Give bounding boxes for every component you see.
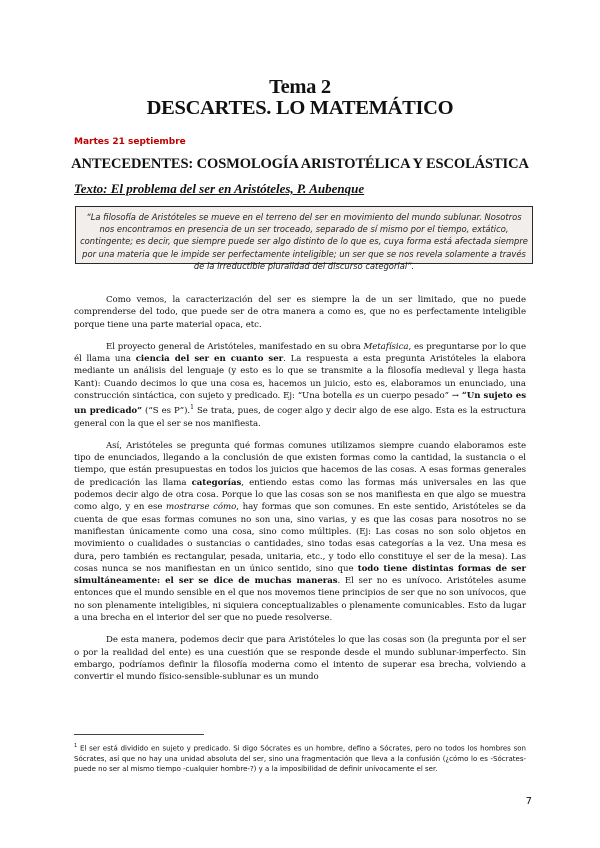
p2-text-d: un cuerpo pesado” → (364, 391, 462, 402)
p3-italic-mostrarse: mostrarse cómo (165, 502, 237, 513)
paragraph-4: De esta manera, podemos decir que para Aristóteles lo que las cosas son (la pregunta por el ser o por la realidad del ente) es una cuestión que se responde desde el mundo sublunar-imperfecto. Sin embargo, podríamos definir la filosofía moderna como el intento de superar esa brecha, volviendo a convertir el mundo físico-sensible-sublunar es un mundo (74, 635, 526, 683)
p2-text-f: Se trata, pues, de coger algo y decir algo de ese algo. Esta es la estructura general con la que el ser se nos manifiesta. (74, 406, 526, 429)
p2-text-b: , es preguntarse por lo que él llama una (74, 341, 526, 365)
page-number: 7 (525, 796, 532, 807)
footnote-text: El ser está dividido en sujeto y predicado. Si digo Sócrates es un hombre, defino a Sócrates, pero no todos los hombres son Sócrates, así que no hay una unidad absoluta del ser, sino una fragmentación que lleva a la confusión (¿cómo lo es -Sócrates- puede no ser al mismo tiempo -cualquier hombre-?) y a la imposibilidad de definir unívocamente el ser. (74, 744, 526, 773)
footnote-ref[interactable]: 1 (190, 404, 194, 412)
text-title: Texto: El problema del ser en Aristóteles, P. Aubenque (74, 181, 365, 196)
body-text (74, 294, 526, 693)
p2-es: es (355, 391, 365, 402)
p2-text-c: . La respuesta a esta pregunta Aristóteles la elabora mediante un análisis del lenguaje (y esto es lo que se transmite a la filosofía medieval y llega hasta Kant): Cuando decimos lo que una cosa es, hacemos un juicio, esto es, elaboramos un enunciado, una construcción sintáctica, con sujeto y predicado. Ej: “Una botella (74, 354, 526, 402)
footnote (74, 741, 526, 774)
p3-text-b: , entiendo estas como las formas más universales en las que podemos decir algo de otra cosa. Porque lo que las cosas son se nos manifiesta en que algo se muestra como algo, y en ese (74, 477, 526, 513)
section-title: ANTECEDENTES: COSMOLOGÍA ARISTOTÉLICA Y ESCOLÁSTICA (71, 156, 529, 172)
p2-text-a: El proyecto general de Aristóteles, manifestado en su obra (106, 341, 364, 352)
chapter-number: Tema 2 (269, 76, 331, 98)
p2-metafisica: Metafísica (363, 341, 409, 352)
paragraph-1: Como vemos, la caracterización del ser es siempre la de un ser limitado, que no puede comprenderse del todo, que puede ser de otra manera a como es, que no es perfectamente inteligible porque tiene una parte material opaca, etc. (74, 295, 526, 330)
quote-box: “La filosofía de Aristóteles se mueve en el terreno del ser en movimiento del mundo sublunar. Nosotros nos encontramos en presencia de un ser troceado, separado de sí mismo por el tiempo, extático, contingente; es decir, que siempre puede ser algo distinto de lo que es, cuya forma está afectada siempre por una materia que le impide ser perfectamente inteligible; un ser que se nos revela solamente a través de la irreductible pluralidad del discurso categorial”. (75, 206, 533, 264)
footnote-number: 1 (74, 743, 78, 749)
date-label: Martes 21 septiembre (74, 137, 186, 147)
footnote-divider (74, 734, 204, 735)
paragraph-3 (74, 440, 526, 624)
p3-text-a: Así, Aristóteles se pregunta qué formas comunes utilizamos siempre cuando elaboramos este tipo de enunciados, llegando a la conclusión de que existen formas como la cantidad, la sustancia o el tiempo, que están presupuestas en todos los juicios que hacemos de las cosas. A esas formas generales de predicación las llama (74, 440, 526, 488)
p3-text-d: . El ser no es unívoco. Aristóteles asume entonces que el mundo sensible en el que nos movemos tiene principios de ser que no son unívocos, que no son plenamente inteligibles, ni siquiera conceptualizables o plenamente comunicables. Esto da lugar a una brecha en el interior del ser que no puede resolverse. (74, 576, 526, 623)
p3-bold-formas: todo tiene distintas formas de ser simultáneamente: el ser se dice de muchas maneras (74, 563, 526, 587)
p2-bold-sujeto: “Un sujeto es un predicado” (74, 391, 526, 417)
p3-bold-categorias: categorías (191, 477, 242, 488)
p2-bold-ciencia: ciencia del ser en cuanto ser (135, 354, 284, 365)
p2-text-e: (“S es P”). (141, 406, 191, 417)
page-title: DESCARTES. LO MATEMÁTICO (146, 97, 454, 119)
p3-text-c: , hay formas que son comunes. En este sentido, Aristóteles se da cuenta de que esas formas comunes no son una, sino varias, y es que las cosas para nosotros no se manifiestan únicamente como una cosa, sino como múltiples. (Ej: Las cosas no son solo objetos en movimiento o cualidades o sustancias o cantidades, sino todas esas categorías a la vez. Una mesa es dura, pero también es rectangular, pesada, unitaria, etc., y todo ello constituye el ser de la mesa). Las cosas nunca se nos manifiestan en un único sentido, sino que (74, 502, 526, 574)
paragraph-2 (74, 341, 526, 430)
